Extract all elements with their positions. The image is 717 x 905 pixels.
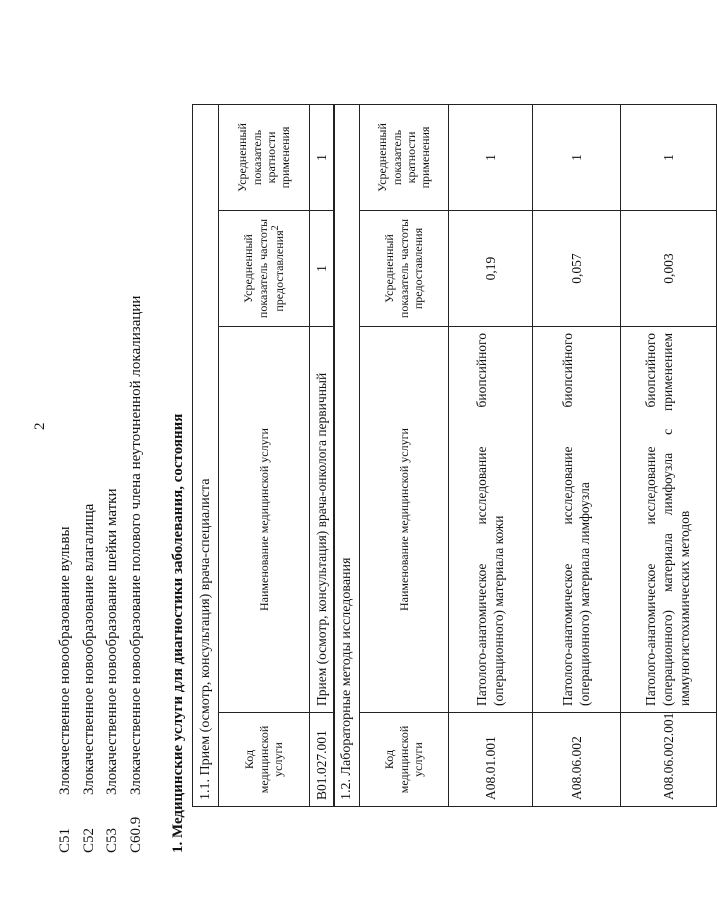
cell-name: Прием (осмотр, консультация) врача-онколога первичный	[310, 327, 335, 713]
diagnosis-code-item	[54, 33, 78, 853]
diagnosis-name: Злокачественное новообразование шейки матки	[104, 488, 121, 795]
cell-frequency: 0,003	[621, 211, 717, 327]
cell-multiplicity: 1	[533, 104, 621, 210]
footnote-mark: 2	[270, 225, 282, 231]
header-name: Наименование медицинской услуги	[219, 327, 310, 713]
diagnosis-code-list	[54, 33, 148, 853]
header-name: Наименование медицинской услуги	[360, 327, 449, 713]
cell-code: A08.06.002	[533, 713, 621, 807]
cell-code: B01.027.001	[310, 713, 335, 807]
cell-frequency: 1	[310, 211, 335, 327]
table-subtitle: 1.2. Лабораторные методы исследования	[334, 104, 360, 806]
table-row	[310, 104, 335, 806]
diagnosis-name: Злокачественное новообразование полового члена неуточненной локализации	[127, 295, 144, 795]
cell-multiplicity: 1	[621, 104, 717, 210]
table-row	[621, 104, 717, 806]
page-number: 2	[32, 422, 48, 430]
cell-code: A08.06.002.001	[621, 713, 717, 807]
consultation-table	[192, 104, 335, 807]
diagnosis-code: C51	[57, 827, 74, 853]
diagnosis-code-item	[125, 33, 149, 853]
cell-multiplicity: 1	[449, 104, 533, 210]
diagnosis-code: C52	[80, 827, 97, 853]
header-code: Код медицинской услуги	[219, 713, 310, 807]
cell-frequency: 0,19	[449, 211, 533, 327]
cell-multiplicity: 1	[310, 104, 335, 210]
diagnosis-name: Злокачественное новообразование влагалища	[80, 503, 97, 795]
table-row	[449, 104, 533, 806]
cell-code: A08.01.001	[449, 713, 533, 807]
header-frequency: Усредненный показатель частоты предоставления	[360, 211, 449, 327]
diagnosis-code-item	[101, 33, 125, 853]
header-multiplicity: Усредненный показатель кратности применения	[219, 104, 310, 210]
section-title: 1. Медицинские услуги для диагностики заболевания, состояния	[170, 413, 186, 853]
diagnosis-code: C60.9	[127, 816, 144, 853]
laboratory-table	[333, 104, 717, 807]
cell-frequency: 0,057	[533, 211, 621, 327]
header-frequency	[219, 211, 310, 327]
header-frequency-text: Усредненный показатель частоты предоставления	[241, 218, 287, 319]
table-row	[533, 104, 621, 806]
diagnosis-code-item	[78, 33, 102, 853]
diagnosis-name: Злокачественное новообразование вульвы	[57, 526, 74, 795]
table-subtitle: 1.1. Прием (осмотр, консультация) врача-специалиста	[193, 104, 219, 806]
header-multiplicity: Усредненный показатель кратности применения	[360, 104, 449, 210]
cell-name: Патолого-анатомическое исследование биопсийного (операционного) материала лимфоузла с применением иммуногистохимических методов	[621, 327, 717, 713]
cell-name: Патолого-анатомическое исследование биопсийного (операционного) материала лимфоузла	[533, 327, 621, 713]
header-code: Код медицинской услуги	[360, 713, 449, 807]
cell-name: Патолого-анатомическое исследование биопсийного (операционного) материала кожи	[449, 327, 533, 713]
diagnosis-code: C53	[104, 827, 121, 853]
